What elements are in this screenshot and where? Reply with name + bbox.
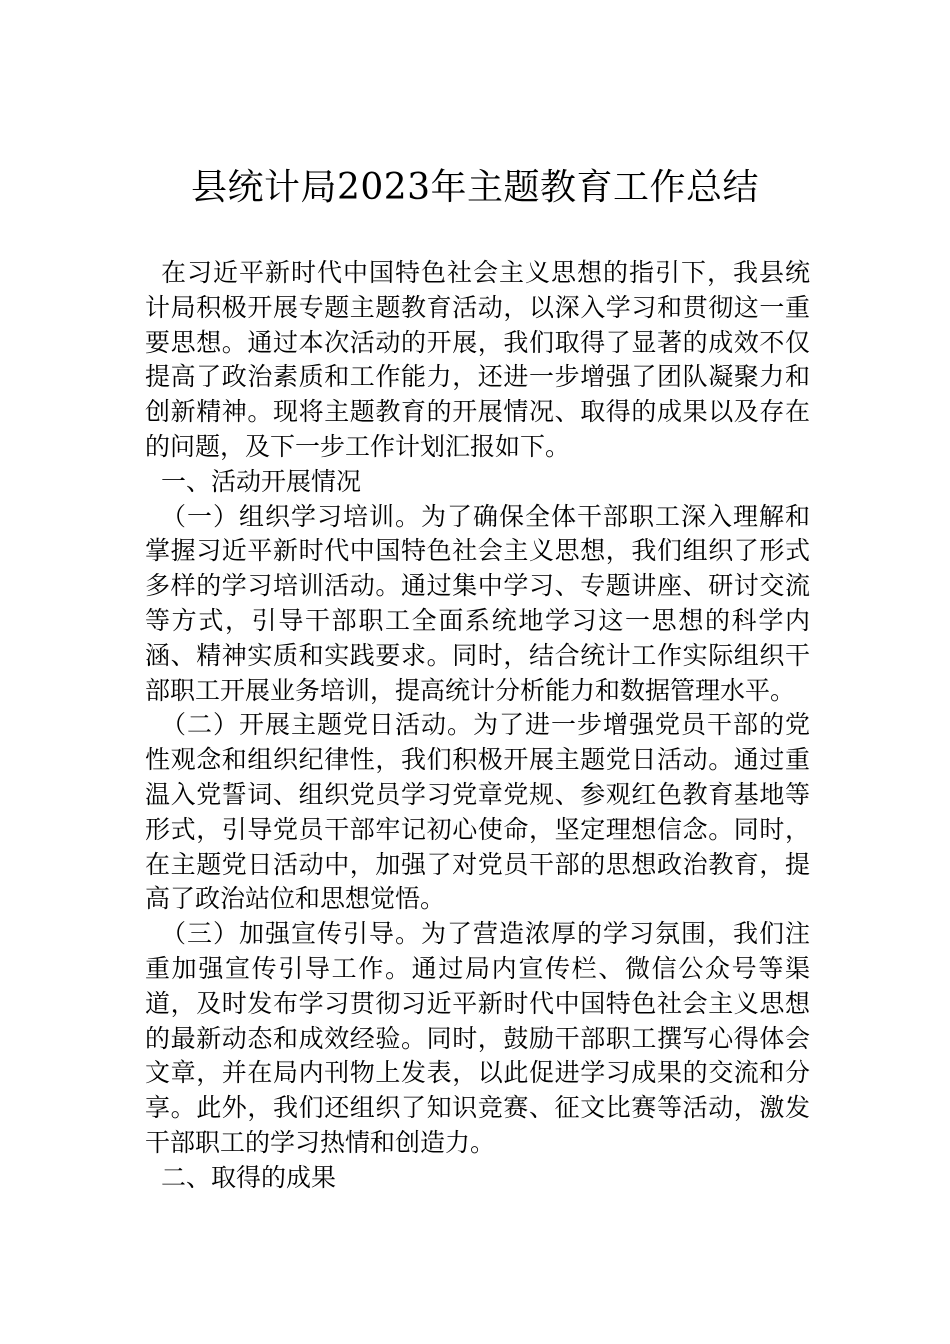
section-1-item-3: （三）加强宣传引导。为了营造浓厚的学习氛围，我们注重加强宣传引导工作。通过局内宣传栏、微信公众号等渠道，及时发布学习贯彻习近平新时代中国特色社会主义思想的最新动态和成效经验。同时，鼓励干部职工撰写心得体会文章，并在局内刊物上发表，以此促进学习成果的交流和分享。此外，我们还组织了知识竞赛、征文比赛等活动，激发干部职工的学习热情和创造力。 xyxy=(145,919,810,1157)
section-1-heading: 一、活动开展情况 xyxy=(161,466,362,496)
document-title: 县统计局2023年主题教育工作总结 xyxy=(190,167,760,208)
intro-paragraph: 在习近平新时代中国特色社会主义思想的指引下，我县统计局积极开展专题主题教育活动，以深入学习和贯彻这一重要思想。通过本次活动的开展，我们取得了显著的成效不仅提高了政治素质和工作能力，还进一步增强了团队凝聚力和创新精神。现将主题教育的开展情况、取得的成果以及存在的问题，及下一步工作计划汇报如下。 xyxy=(145,258,810,461)
document-body xyxy=(145,256,810,1196)
section-2-heading: 二、取得的成果 xyxy=(161,1162,337,1192)
section-1-item-1: （一）组织学习培训。为了确保全体干部职工深入理解和掌握习近平新时代中国特色社会主义思想，我们组织了形式多样的学习培训活动。通过集中学习、专题讲座、研讨交流等方式，引导干部职工全面系统地学习这一思想的科学内涵、精神实质和实践要求。同时，结合统计工作实际组织干部职工开展业务培训，提高统计分析能力和数据管理水平。 xyxy=(145,501,810,705)
section-1-item-2: （二）开展主题党日活动。为了进一步增强党员干部的党性观念和组织纪律性，我们积极开展主题党日活动。通过重温入党誓词、组织党员学习党章党规、参观红色教育基地等形式，引导党员干部牢记初心使命，坚定理想信念。同时，在主题党日活动中，加强了对党员干部的思想政治教育，提高了政治站位和思想觉悟。 xyxy=(145,710,810,914)
